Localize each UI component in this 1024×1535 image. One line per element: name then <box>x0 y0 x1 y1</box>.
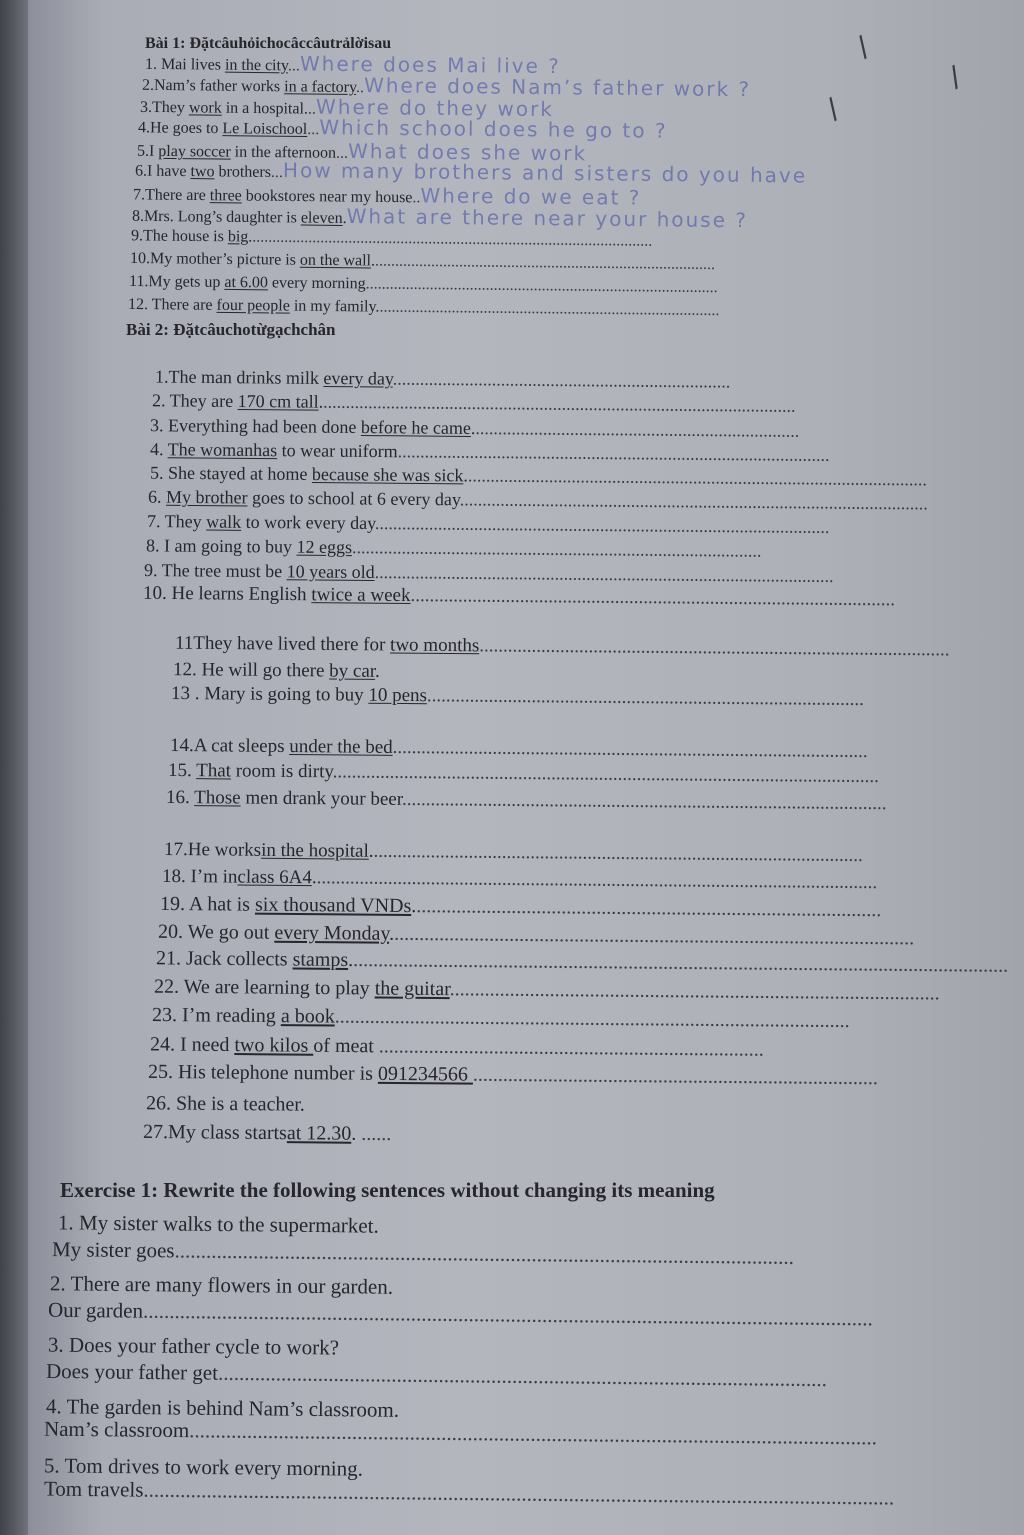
item-text: 23. I’m reading <box>151 1003 281 1028</box>
bai2-item <box>164 839 863 867</box>
item-text: every morning <box>267 274 366 293</box>
underlined-phrase: play soccer <box>158 142 231 161</box>
answer-dots: ........................................................................................... <box>351 537 762 561</box>
item-text: . <box>370 252 376 270</box>
underlined-phrase: at 12.30 <box>286 1122 352 1145</box>
underlined-phrase: twice a week <box>311 584 411 607</box>
answer-prompt: Does your father get <box>45 1358 219 1385</box>
item-text: 10. He learns English <box>142 582 312 606</box>
bai2-item <box>170 735 868 763</box>
underlined-phrase: The womanhas <box>167 439 278 461</box>
answer-dots: ........................................................................ <box>475 418 800 441</box>
bai2-item <box>150 414 800 442</box>
underlined-phrase: on the wall <box>299 251 372 270</box>
item-text: 5.I <box>136 142 159 160</box>
answer-dots: ............................................................................................. <box>416 895 882 922</box>
handwritten-answer: What are there near your house ? <box>346 204 749 233</box>
answer-dots: ................................................................................................ <box>397 441 830 465</box>
bai1-title: Bài 1: Đặtcâuhỏichocâccâutrảlờisau <box>145 35 392 52</box>
bai2-item <box>162 866 877 894</box>
answer-dots: ............................................................................. <box>378 1035 764 1061</box>
item-text: brothers <box>214 163 272 181</box>
exercise-question: 2. There are many flowers in our garden. <box>49 1271 394 1299</box>
bai2-item <box>171 683 864 711</box>
answer-dots: ........................................................................................................ <box>459 489 928 514</box>
exercise-question: 1. My sister walks to the supermarket. <box>57 1210 379 1238</box>
item-text: 15. <box>167 759 197 782</box>
bai2-item <box>158 921 914 950</box>
answer-dots: ................................................................................................................................... <box>353 949 1009 977</box>
bai2-item <box>146 534 762 561</box>
answer-dots: .................................................................................................................... <box>217 1360 828 1392</box>
answer-dots: ............................................................................................ <box>426 685 865 711</box>
item-text: 18. I’m in <box>161 865 238 888</box>
item-text: goes to school at 6 every day <box>247 487 460 510</box>
item-text: 7. They <box>146 511 207 532</box>
bai1-item <box>131 226 653 251</box>
answer-dots: ...................................................................................................... <box>410 585 896 611</box>
handwritten-answer: Where does Nam’s father work ? <box>363 73 752 102</box>
handwritten-answer: How many brothers and sisters do you have <box>282 158 808 188</box>
answer-dots: ...................................................................................................... <box>467 465 927 490</box>
item-text: 10.My mother’s picture is <box>129 249 301 269</box>
underlined-phrase: before he came <box>360 417 471 438</box>
underlined-phrase: work <box>188 99 222 117</box>
item-text: 8. I am going to buy <box>145 535 297 557</box>
underlined-phrase: every Monday <box>274 921 390 945</box>
answer-prompt: My sister goes <box>51 1237 175 1263</box>
exercise-question: 3. Does your father cycle to work? <box>47 1332 340 1360</box>
exercise-answer-line <box>52 1236 794 1270</box>
item-text: 24. I need <box>149 1033 235 1057</box>
handwritten-answer: Where does Mai live ? <box>299 51 561 79</box>
bai1-item <box>128 295 720 321</box>
item-text: . <box>351 1122 357 1145</box>
underlined-phrase: Le Loischool <box>222 120 308 138</box>
answer-dots: ........................................................................... <box>392 368 731 392</box>
item-text: . <box>470 417 476 439</box>
exercise1-title: Exercise 1: Rewrite the following sentences without changing its meaning <box>60 1178 715 1202</box>
item-text: 6. <box>147 486 167 507</box>
item-text: 26. She is a teacher. <box>145 1092 305 1116</box>
handwritten-answer: Which school does he go to ? <box>319 115 668 143</box>
item-text: 8.Mrs. Long’s daughter is <box>131 207 301 227</box>
bai2-item <box>175 633 950 662</box>
underlined-phrase: in the city <box>224 56 289 75</box>
item-text: 20. We go out <box>157 920 275 944</box>
handwritten-answer: Where do they work <box>315 94 555 122</box>
item-text: in the afternoon <box>230 143 337 162</box>
answer-dots: ...................................................................................................... <box>401 788 887 815</box>
item-text: . <box>248 228 253 246</box>
answer-dots: ... <box>307 121 320 139</box>
answer-dots: ....................................................................................................... <box>373 840 863 867</box>
item-text: to work every day <box>241 511 376 534</box>
item-text: 4. <box>149 439 168 460</box>
handwritten-answer: What does she work <box>347 138 588 166</box>
item-text: . <box>411 895 417 918</box>
underlined-phrase: two months <box>389 634 480 657</box>
item-text: to wear uniform <box>277 440 398 462</box>
answer-dots: ..................................................................................... <box>374 252 716 274</box>
bai2-item <box>168 760 879 788</box>
item-text: 5. She stayed at home <box>149 462 313 485</box>
bai2-title: Bài 2: Đặtcâuchotừgạchchân <box>126 320 336 339</box>
answer-dots: ...................................................................................................................... <box>174 1238 795 1269</box>
item-text: 25. His telephone number is <box>147 1060 379 1085</box>
underlined-phrase: walk <box>206 511 242 532</box>
answer-dots: ............................................................................................................................................... <box>143 1477 895 1510</box>
bai1-item <box>130 249 715 275</box>
underlined-phrase: class 6A4 <box>237 866 312 889</box>
underlined-phrase: two <box>190 163 215 181</box>
underlined-phrase: 10 pens <box>368 684 428 707</box>
item-text: 3.They <box>139 98 189 117</box>
answer-dots: .. <box>412 189 421 207</box>
item-text: 6.I have <box>134 162 191 181</box>
underlined-phrase: eleven <box>300 209 343 227</box>
answer-dots: ....................................................................................................... <box>334 1005 850 1033</box>
answer-dots: ...... <box>356 1122 392 1146</box>
underlined-phrase: every day <box>323 367 393 389</box>
answer-dots: ... <box>287 57 301 75</box>
underlined-phrase: in a factory <box>284 78 357 97</box>
item-text: in a hospital. <box>221 99 309 118</box>
bai2-item <box>150 1033 764 1060</box>
exercise-answer-line <box>44 1476 894 1511</box>
item-text: . <box>463 465 469 486</box>
item-text: . <box>311 867 317 889</box>
answer-dots: ..................................................................................... <box>379 298 720 320</box>
item-text: men drank your beer <box>240 787 403 810</box>
underlined-phrase: 170 cm tall <box>237 390 319 412</box>
answer-dots: ................................................................................................................................... <box>189 1418 878 1450</box>
bai2-item <box>166 787 887 815</box>
bai2-item <box>152 389 796 417</box>
bai2-item <box>152 1004 850 1032</box>
underlined-phrase: the guitar <box>374 977 450 1001</box>
answer-dots: ..................................................................................................... <box>374 513 830 537</box>
exercise-answer-line <box>46 1358 827 1392</box>
bai2-item <box>147 510 830 538</box>
underlined-phrase: That <box>196 760 232 782</box>
item-text: 22. We are learning to play <box>153 975 375 1000</box>
answer-dots: ........................................................................................................ <box>394 922 915 950</box>
underlined-phrase: four people <box>216 296 290 315</box>
bai1-item <box>129 272 718 298</box>
item-text: 11They have lived there for <box>174 632 391 656</box>
answer-dots: ................................................................................. <box>472 1063 879 1090</box>
underlined-phrase: at 6.00 <box>224 273 269 292</box>
bai2-item <box>160 893 881 921</box>
item-text: room is dirty <box>230 760 333 783</box>
answer-dots: ........................................................................................ <box>365 275 718 297</box>
answer-dots: ......................................................................................................... <box>323 391 796 416</box>
item-text: 2. They are <box>151 390 238 411</box>
answer-dots: .. <box>355 79 365 97</box>
item-text: . <box>348 948 354 972</box>
answer-dots: .................................................................................................... <box>252 228 653 250</box>
answer-dots: .. <box>307 100 317 118</box>
item-text: . <box>368 840 374 862</box>
item-text: in my family. <box>289 297 380 316</box>
bai2-item <box>148 1061 878 1089</box>
item-text: bookstores near my house <box>241 187 413 207</box>
exercise-answer-line <box>48 1297 873 1332</box>
bai2-item <box>155 365 730 392</box>
underlined-phrase: Those <box>194 787 241 809</box>
bai2-item <box>156 947 1008 976</box>
underlined-phrase: a book <box>280 1005 335 1028</box>
item-text: . <box>389 922 395 945</box>
underlined-phrase: stamps <box>292 948 349 971</box>
check-mark-icon: / <box>820 91 846 126</box>
answer-dots: ... <box>335 144 349 162</box>
item-text: 1.The man drinks milk <box>154 366 324 388</box>
item-text: 14.A cat sleeps <box>169 734 290 757</box>
item-text: 11.My gets up <box>128 272 225 291</box>
item-text: 13 . Mary is going to buy <box>170 682 369 706</box>
exercise-answer-line <box>44 1416 877 1451</box>
answer-prompt: Our garden <box>47 1297 144 1323</box>
item-text: 3. Everything had been done <box>149 415 362 438</box>
item-text: . <box>375 660 380 682</box>
underlined-phrase: in the hospital <box>261 839 369 862</box>
underlined-phrase: two kilos <box>234 1034 314 1057</box>
item-text: 1. Mai lives <box>144 55 226 74</box>
item-text: 21. Jack collects <box>155 947 293 971</box>
check-mark-icon: / <box>943 59 966 94</box>
check-mark-icon: / <box>850 29 876 64</box>
underlined-phrase: 10 years old <box>286 561 375 583</box>
handwritten-answer: Where do we eat ? <box>420 183 642 210</box>
item-text: 19. A hat is <box>159 892 256 916</box>
answer-dots: ...................................................................................................................... <box>316 867 878 894</box>
item-text: 12. He will go there <box>172 659 330 682</box>
answer-prompt: Tom travels <box>43 1476 144 1502</box>
page-shadow <box>0 0 28 1535</box>
item-text: of meat <box>313 1034 379 1058</box>
item-text: 2.Nam’s father works <box>141 76 285 96</box>
item-text: . <box>318 391 324 412</box>
item-text: 7.There are <box>132 186 210 205</box>
item-text: 9.The house is <box>130 227 228 246</box>
bai2-item <box>143 583 895 612</box>
item-text: 4.He goes to <box>137 119 223 138</box>
underlined-phrase: under the bed <box>289 735 393 758</box>
underlined-phrase: My brother <box>165 486 248 508</box>
item-text: 16. <box>165 786 195 809</box>
bai2-item <box>146 1092 305 1115</box>
underlined-phrase: because she was sick <box>311 464 464 486</box>
item-text: 12. There are <box>127 295 217 314</box>
bai2-item <box>173 659 380 683</box>
underlined-phrase: big <box>227 228 249 246</box>
exercise-question: 4. The garden is behind Nam’s classroom. <box>45 1394 400 1422</box>
bai2-item <box>154 976 940 1005</box>
answer-dots: .................................................................................................... <box>392 736 868 763</box>
item-text: 9. The tree must be <box>143 559 287 582</box>
item-text: . <box>342 209 347 228</box>
underlined-phrase: three <box>209 187 242 205</box>
answer-dots: ................................................................................................... <box>479 635 950 661</box>
item-text: 17.He works <box>163 838 262 861</box>
answer-prompt: Nam’s classroom <box>43 1416 190 1443</box>
answer-dots: .................................................................................................. <box>449 978 940 1005</box>
underlined-phrase: 12 eggs <box>296 536 353 558</box>
item-text: 27.My class starts <box>142 1120 287 1145</box>
bai2-item <box>143 1121 392 1145</box>
underlined-phrase: 091234566 <box>377 1062 474 1086</box>
answer-dots: ........................................................................................................................................... <box>142 1298 873 1331</box>
answer-dots: ...................................................................................................... <box>374 562 834 587</box>
exercise-question: 5. Tom drives to work every morning. <box>43 1453 364 1481</box>
answer-dots: ................................................................................................................... <box>332 761 880 788</box>
underlined-phrase: by car <box>329 660 376 682</box>
answer-dots: ... <box>270 163 284 182</box>
underlined-phrase: six thousand VNDs <box>254 893 412 918</box>
